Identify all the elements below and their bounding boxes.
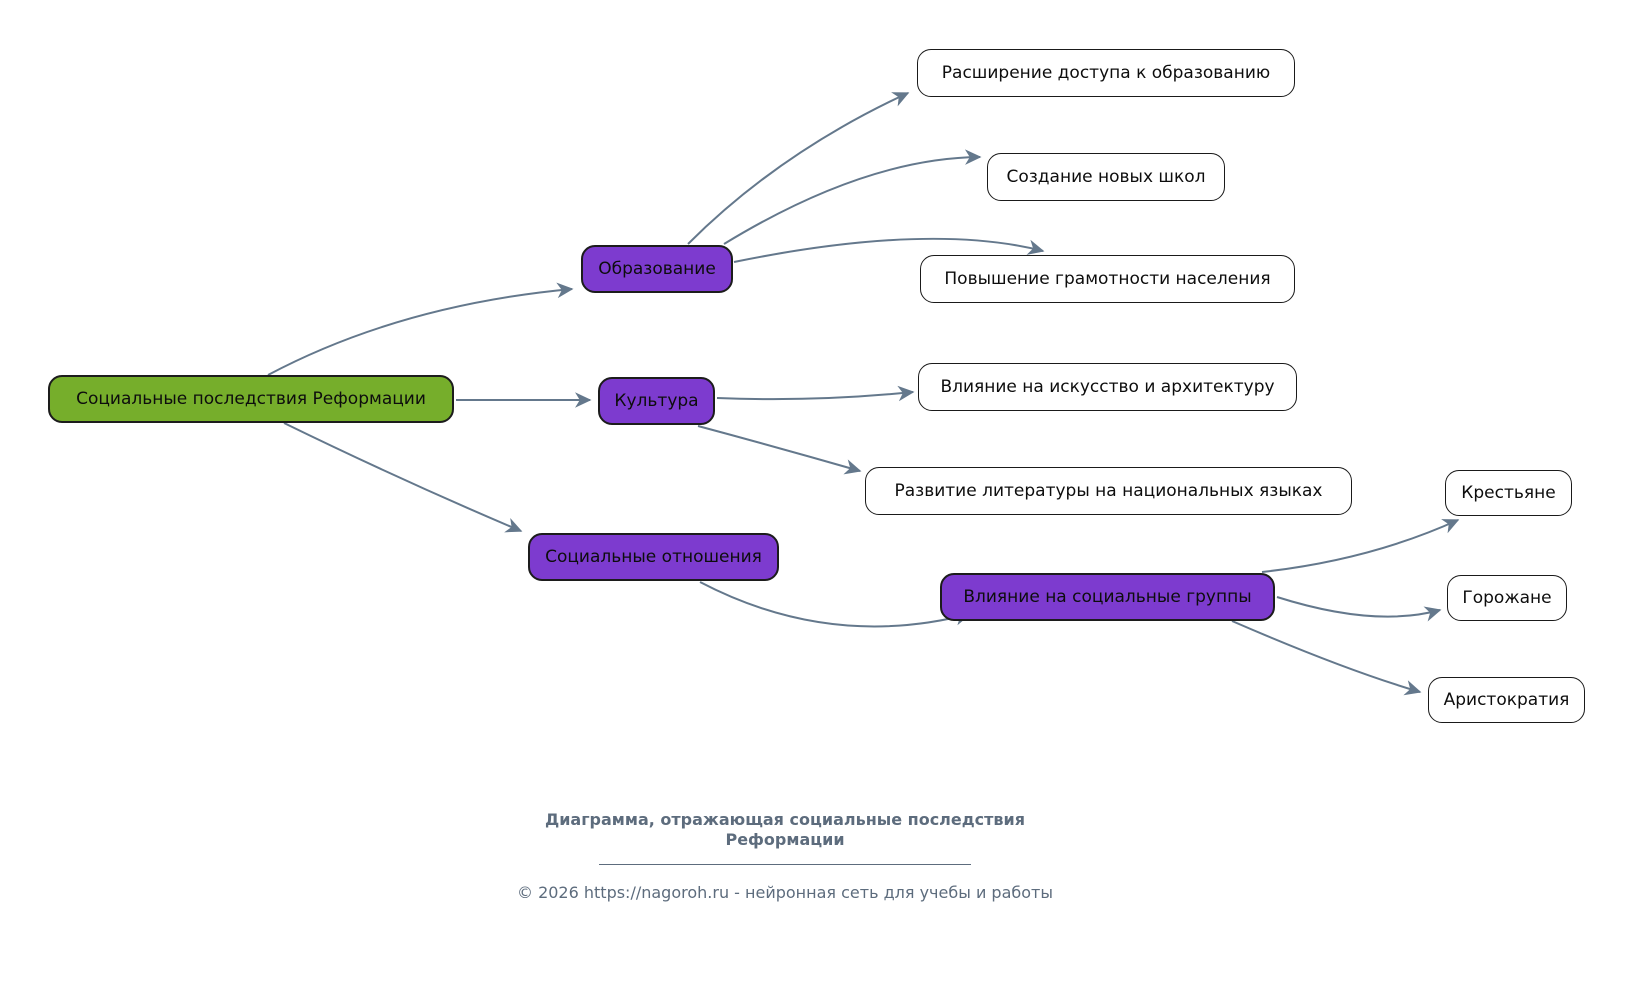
- node-art-architecture: Влияние на искусство и архитектуру: [918, 363, 1297, 411]
- edge-groups-aristocracy: [1232, 621, 1420, 692]
- edge-culture-literature: [698, 426, 860, 471]
- edge-root-education: [268, 289, 572, 375]
- diagram-caption: [435, 810, 1135, 850]
- node-new-schools: Создание новых школ: [987, 153, 1225, 201]
- edge-groups-peasants: [1262, 520, 1458, 572]
- node-culture: Культура: [598, 377, 715, 425]
- edge-culture-art: [717, 392, 913, 399]
- edge-education-access: [688, 93, 908, 244]
- edge-root-social: [284, 423, 521, 531]
- footer-divider: [599, 864, 971, 865]
- edge-social-groups: [700, 582, 970, 626]
- edge-education-schools: [724, 157, 980, 244]
- node-peasants: Крестьяне: [1445, 470, 1572, 516]
- caption-line-1: Диаграмма, отражающая социальные последствия: [544, 810, 1026, 829]
- node-literacy: Повышение грамотности населения: [920, 255, 1295, 303]
- diagram-footer: [435, 810, 1135, 902]
- node-root: Социальные последствия Реформации: [48, 375, 454, 423]
- node-social-groups: Влияние на социальные группы: [940, 573, 1275, 621]
- node-education-access: Расширение доступа к образованию: [917, 49, 1295, 97]
- caption-line-2: Реформации: [725, 830, 845, 849]
- copyright-text: © 2026 https://nagoroh.ru - нейронная сеть для учебы и работы: [516, 883, 1053, 902]
- node-aristocracy: Аристократия: [1428, 677, 1585, 723]
- node-national-literature: Развитие литературы на национальных языках: [865, 467, 1352, 515]
- node-social-relations: Социальные отношения: [528, 533, 779, 581]
- node-education: Образование: [581, 245, 733, 293]
- edge-groups-townspeople: [1277, 597, 1440, 617]
- node-townspeople: Горожане: [1447, 575, 1567, 621]
